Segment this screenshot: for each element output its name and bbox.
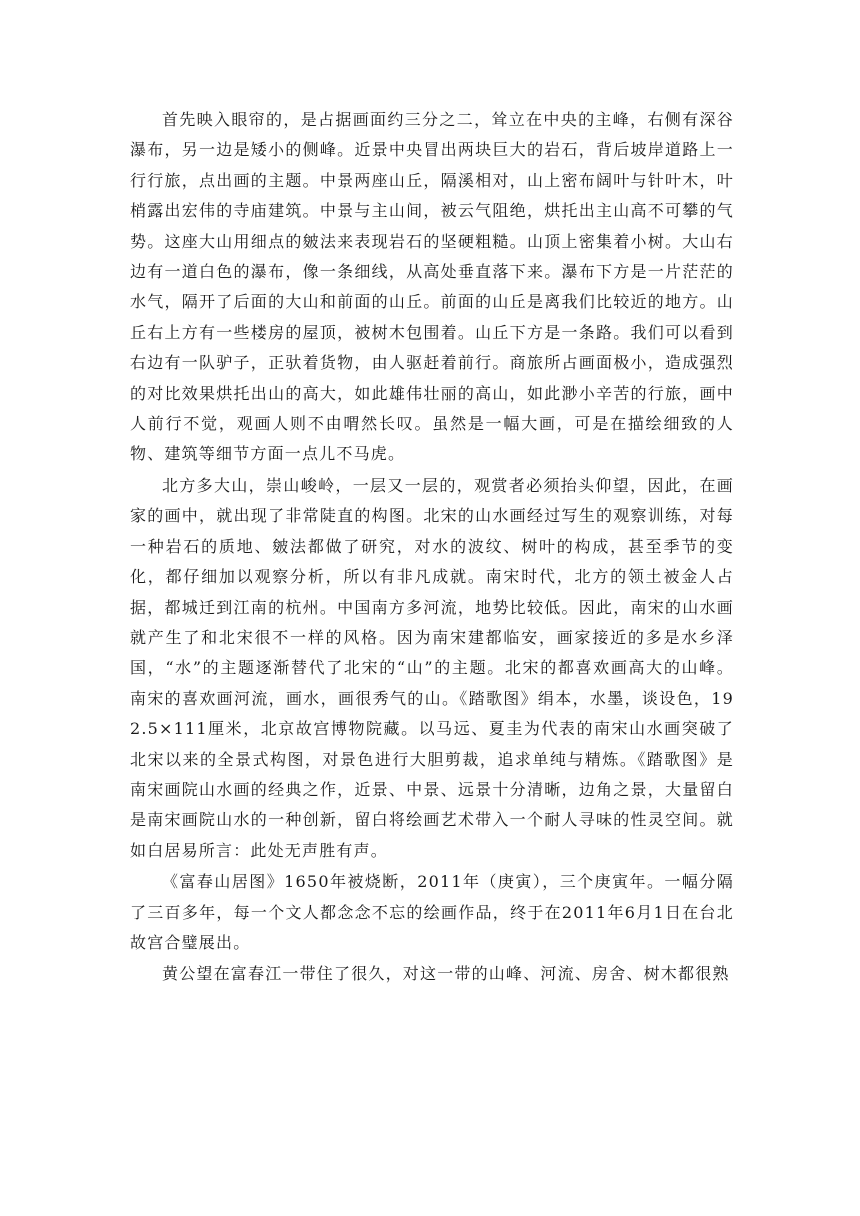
paragraph-travelers-among-mountains: 首先映入眼帘的，是占据画面约三分之二，耸立在中央的主峰，右侧有深谷瀑布，另一边是矮小的侧峰。近景中央冒出两块巨大的岩石，背后坡岸道路上一行行旅，点出画的主题。中景两座山丘，隔溪相对，山上密布阔叶与针叶木，叶梢露出宏伟的寺庙建筑。中景与主山间，被云气阻绝，烘托出主山高不可攀的气势。这座大山用细点的皴法来表现岩石的坚硬粗糙。山顶上密集着小树。大山右边有一道白色的瀑布，像一条细线，从高处垂直落下来。瀑布下方是一片茫茫的水气，隔开了后面的大山和前面的山丘。前面的山丘是离我们比较近的地方。山丘右上方有一些楼房的屋顶，被树木包围着。山丘下方是一条路。我们可以看到右边有一队驴子，正驮着货物，由人驱赶着前行。商旅所占画面极小，造成强烈的对比效果烘托出山的高大，如此雄伟壮丽的高山，如此渺小辛苦的行旅，画中人前行不觉，观画人则不由喟然长叹。虽然是一幅大画，可是在描绘细致的人物、建筑等细节方面一点儿不马虎。: [130, 110, 734, 464]
paragraph-northern-southern-song: 北方多大山，崇山峻岭，一层又一层的，观赏者必须抬头仰望，因此，在画家的画中，就出现了非常陡直的构图。北宋的山水画经过写生的观察训练，对每一种岩石的质地、皴法都做了研究，对水的波纹、树叶的构成，甚至季节的变化，都仔细加以观察分析，所以有非凡成就。南宋时代，北方的领土被金人占据，都城迁到江南的杭州。中国南方多河流，地势比较低。因此，南宋的山水画就产生了和北宋很不一样的风格。因为南宋建都临安，画家接近的多是水乡泽国，“水”的主题逐渐替代了北宋的“山”的主题。北宋的都喜欢画高大的山峰。南宋的喜欢画河流，画水，画很秀气的山。《踏歌图》绢本，水墨，谈设色，192.5×111厘米，北京故宫博物院藏。以马远、夏圭为代表的南宋山水画突破了北宋以来的全景式构图，对景色进行大胆剪裁，追求单纯与精炼。《踏歌图》是南宋画院山水画的经典之作，近景、中景、远景十分清晰，边角之景，大量留白是南宋画院山水的一种创新，留白将绘画艺术带入一个耐人寻味的性灵空间。就如白居易所言：此处无声胜有声。: [130, 475, 734, 860]
document-body: [130, 105, 734, 990]
paragraph-fuchun-mountains: 《富春山居图》1650年被烧断，2011年（庚寅），三个庚寅年。一幅分隔了三百多年，每一个文人都念念不忘的绘画作品，终于在2011年6月1日在台北故宫合璧展出。: [130, 872, 734, 952]
paragraph-huang-gongwang: 黄公望在富春江一带住了很久，对这一带的山峰、河流、房舍、树木都很熟: [162, 964, 730, 984]
